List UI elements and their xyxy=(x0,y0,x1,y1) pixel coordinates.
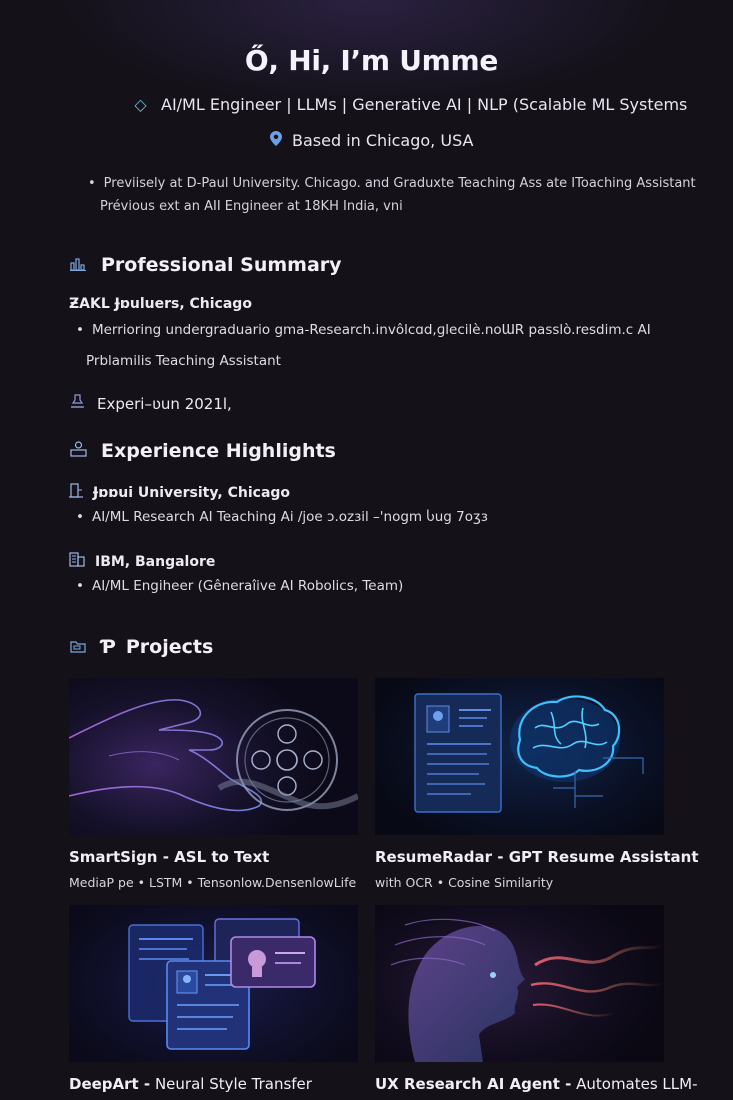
highlights-heading xyxy=(69,440,336,462)
previous-line-2: Prévious ext an AII Engineer at 18KH India, vni xyxy=(100,199,403,214)
project-card-ux-agent[interactable] xyxy=(375,905,698,1100)
deepart-thumbnail xyxy=(69,905,358,1062)
ux-agent-thumbnail xyxy=(375,905,664,1062)
summary-org xyxy=(69,296,252,312)
map-pin-icon xyxy=(270,131,282,150)
highlight-org-2-text: IBM, Bangalore xyxy=(95,553,216,570)
experience-label-text: Experi–ʋun 2021l, xyxy=(97,394,232,413)
highlights-heading-text: Experience Highlights xyxy=(101,440,336,462)
location-text: Based in Chicago, USA xyxy=(292,131,474,150)
projects-heading xyxy=(69,636,213,658)
smartsign-thumbnail xyxy=(69,678,358,835)
hero-greeting: Ő, Hi, I’m Umme xyxy=(244,44,499,77)
projects-prefix: Ƥ xyxy=(101,636,116,658)
resumeradar-tags: with OCR • Cosine Similarity xyxy=(375,875,554,890)
stamp-icon xyxy=(70,394,85,413)
diamond-icon: ◇ xyxy=(134,95,147,114)
previous-experience xyxy=(88,172,696,218)
folder-icon xyxy=(69,638,87,657)
resumeradar-title xyxy=(375,848,699,866)
highlight-org-1 xyxy=(69,483,290,502)
highlight-detail-2: • AI/ML Engiheer (Gêneraîive AI Robolics, Team) xyxy=(76,578,403,594)
highlight-detail-1: • AI/ML Research AI Teaching Ai /joe ɔ.ozɜil –'nogm Ⴑug 7oʒɜ xyxy=(76,509,488,525)
people-icon xyxy=(69,441,87,461)
projects-heading-text: Projects xyxy=(125,636,214,658)
summary-heading xyxy=(69,254,342,276)
hero-tagline xyxy=(132,95,687,114)
highlight-org-2 xyxy=(69,552,215,571)
smartsign-tags: MediaP pe • LSTM • Tensonlow.DensenlowLife xyxy=(69,875,357,890)
documents-illustration xyxy=(69,905,358,1062)
deepart-title xyxy=(69,1075,358,1093)
hero-location xyxy=(270,131,473,150)
ux-agent-title-rest: Automates LLM- xyxy=(571,1075,698,1093)
resume-brain-illustration xyxy=(375,678,664,835)
resumeradar-thumbnail xyxy=(375,678,664,835)
project-card-smartsign[interactable] xyxy=(69,678,358,890)
deepart-title-bold: DeepArt - xyxy=(69,1075,151,1093)
summary-heading-text: Professional Summary xyxy=(101,254,342,276)
summary-org-text: ƵAKL Ɉɒuluers, Chicago xyxy=(69,296,252,312)
ai-head-illustration xyxy=(375,905,664,1062)
ux-agent-title xyxy=(375,1075,698,1093)
smartsign-title-bold: SmartSign - ASL to Text xyxy=(69,848,270,866)
ux-agent-title-bold: UX Research AI Agent - xyxy=(375,1075,572,1093)
hand-film-illustration xyxy=(69,678,358,835)
resumeradar-title-bold: ResumeRadar - GPT Resume Assistant xyxy=(375,848,699,866)
summary-bullet: • Merrioring undergraduario gma-Research.invôlcɑd,ɡlecilè.noƜR passlò.resdim.c AI xyxy=(76,322,651,338)
highlight-org-1-text: Ɉɒɒui University, Chicago xyxy=(93,484,291,501)
office-icon xyxy=(69,552,85,571)
previous-line-1: • Previisely at D-Paul University. Chicago. and Graduxte Teaching Ass ate IToaching Assistant xyxy=(88,172,696,195)
tagline-text: AI/ML Engineer | LLMs | Generative AI | NLP (Scalable ML Systems xyxy=(161,95,688,114)
building-icon xyxy=(69,483,83,502)
project-card-deepart[interactable] xyxy=(69,905,358,1100)
deepart-title-rest: Neural Style Transfer xyxy=(150,1075,312,1093)
smartsign-title xyxy=(69,848,358,866)
summary-role: Prblamilis Teaching Assistant xyxy=(86,353,281,369)
project-card-resumeradar[interactable] xyxy=(375,678,699,890)
experience-label xyxy=(70,394,232,413)
chart-icon xyxy=(69,256,87,275)
